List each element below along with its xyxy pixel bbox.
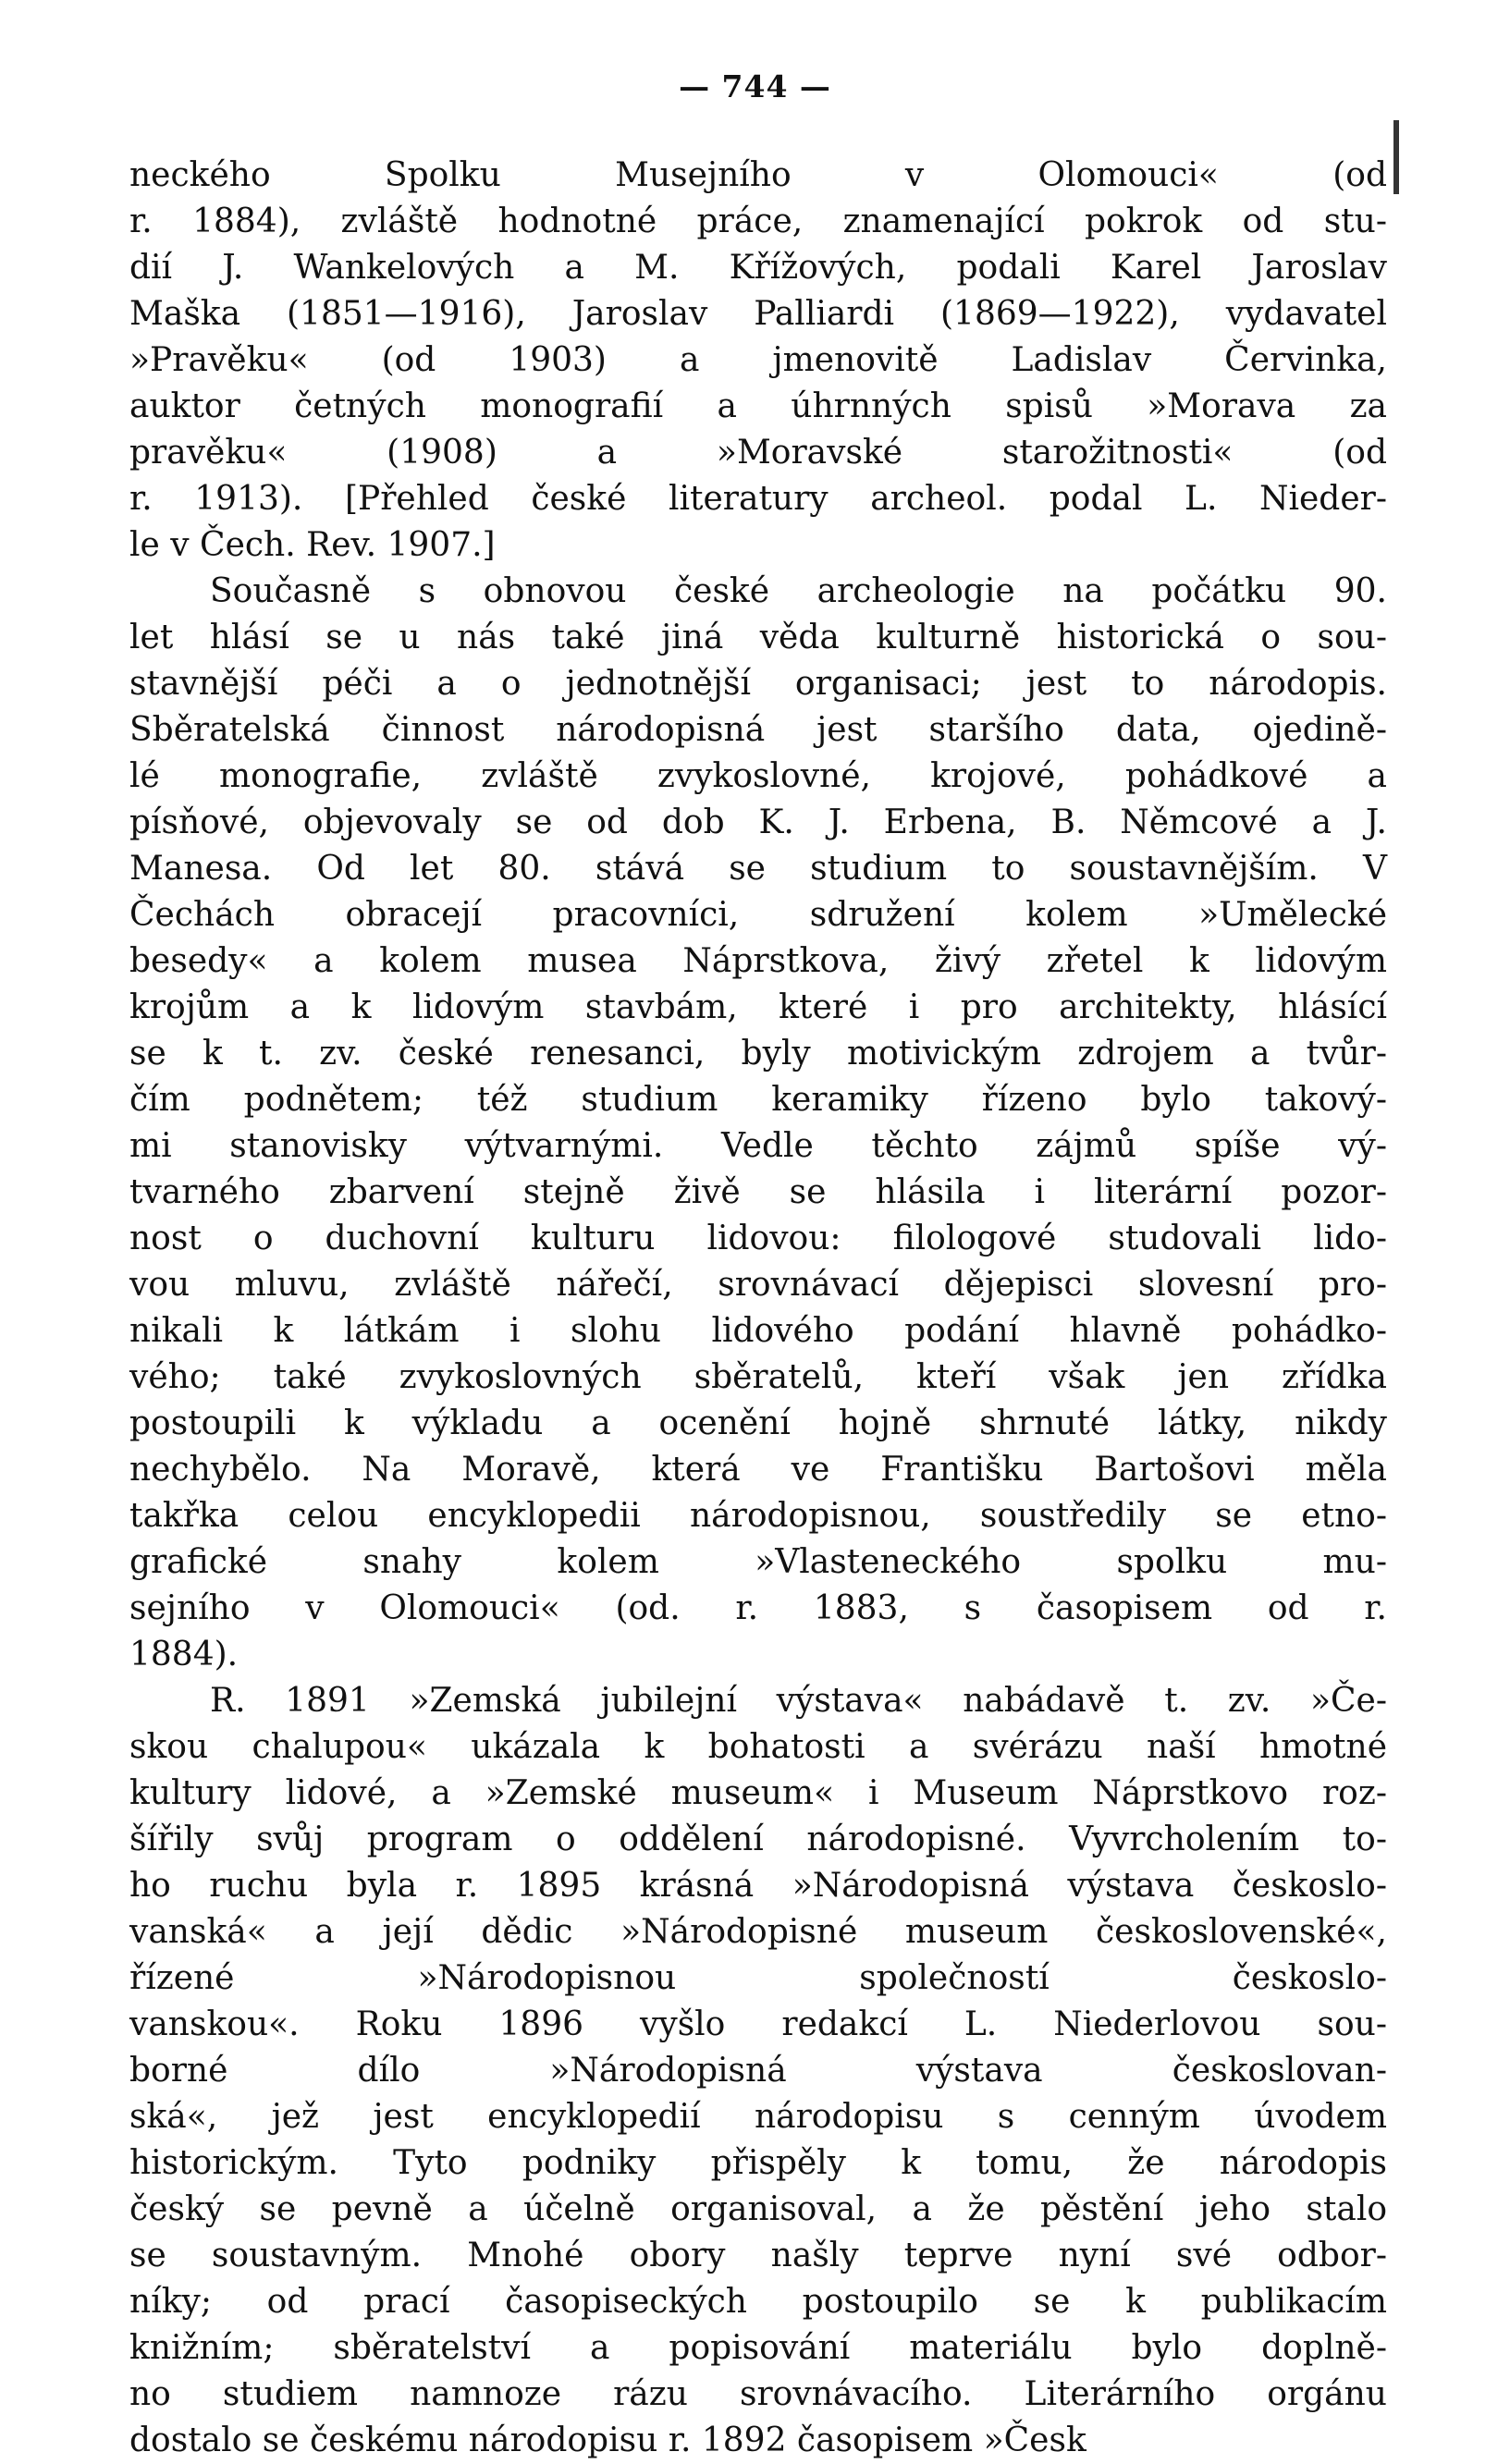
text-line: historickým. Tyto podniky přispěly k tomu, že národopis: [129, 2144, 1387, 2182]
text-line: nechybělo. Na Moravě, která ve Františku Bartošovi měla: [129, 1451, 1387, 1489]
text-line: r. 1913). [Přehled české literatury archeol. podal L. Nieder-: [129, 480, 1387, 518]
text-line: stavnější péči a o jednotnější organisaci; jest to národopis.: [129, 665, 1387, 703]
text-line: sejního v Olomouci« (od. r. 1883, s časopisem od r.: [129, 1589, 1387, 1627]
text-line: borné dílo »Národopisná výstava českoslovan-: [129, 2052, 1387, 2090]
text-line: Sběratelská činnost národopisná jest staršího data, ojedině-: [129, 711, 1387, 749]
text-line: »Pravěku« (od 1903) a jmenovitě Ladislav Červinka,: [129, 341, 1387, 379]
text-line: níky; od prací časopiseckých postoupilo se k publikacím: [129, 2283, 1387, 2321]
page-number: — 744 —: [679, 68, 831, 104]
text-line: vého; také zvykoslovných sběratelů, kteří však jen zřídka: [129, 1358, 1387, 1396]
text-line: r. 1884), zvláště hodnotné práce, znamenající pokrok od stu-: [129, 202, 1387, 240]
text-line: ská«, jež jest encyklopedií národopisu s cenným úvodem: [129, 2098, 1387, 2136]
text-line: skou chalupou« ukázala k bohatosti a svérázu naší hmotné: [129, 1728, 1387, 1766]
text-line: krojům a k lidovým stavbám, které i pro architekty, hlásící: [129, 988, 1387, 1026]
text-line: knižním; sběratelství a popisování materiálu bylo doplně-: [129, 2329, 1387, 2367]
text-line: besedy« a kolem musea Náprstkova, živý zřetel k lidovým: [129, 942, 1387, 980]
text-line: 1884).: [129, 1636, 239, 1673]
text-line: vou mluvu, zvláště nářečí, srovnávací dějepisci slovesní pro-: [129, 1266, 1387, 1304]
text-line: ho ruchu byla r. 1895 krásná »Národopisná výstava českoslo-: [129, 1867, 1387, 1905]
text-line: let hlásí se u nás také jiná věda kulturně historická o sou-: [129, 619, 1387, 656]
text-line: vanskou«. Roku 1896 vyšlo redakcí L. Niederlovou sou-: [129, 2005, 1387, 2043]
text-line: nost o duchovní kulturu lidovou: filologové studovali lido-: [129, 1220, 1387, 1257]
text-line: Současně s obnovou české archeologie na počátku 90.: [210, 572, 1387, 610]
text-line: řízené »Národopisnou společností českoslo-: [129, 1959, 1387, 1997]
text-line: lé monografie, zvláště zvykoslovné, krojové, pohádkové a: [129, 757, 1387, 795]
text-line: Maška (1851—1916), Jaroslav Palliardi (1869—1922), vydavatel: [129, 295, 1387, 333]
text-line: neckého Spolku Musejního v Olomouci« (od: [129, 156, 1387, 194]
text-line: dostalo se českému národopisu r. 1892 časopisem »Česk: [129, 2421, 1086, 2459]
text-line: auktor četných monografií a úhrnných spisů »Morava za: [129, 387, 1387, 425]
text-line: takřka celou encyklopedii národopisnou, soustředily se etno-: [129, 1497, 1387, 1535]
body-text: [129, 153, 1387, 2464]
text-line: vanská« a její dědic »Národopisné museum československé«,: [129, 1913, 1387, 1951]
text-line: Čechách obracejí pracovníci, sdružení kolem »Umělecké: [129, 896, 1387, 934]
text-line: se k t. zv. české renesanci, byly motivickým zdrojem a tvůr-: [129, 1035, 1387, 1073]
text-line: mi stanovisky výtvarnými. Vedle těchto zájmů spíše vý-: [129, 1127, 1387, 1165]
text-line: písňové, objevovaly se od dob K. J. Erbena, B. Němcové a J.: [129, 803, 1387, 841]
text-line: le v Čech. Rev. 1907.]: [129, 526, 496, 564]
text-line: český se pevně a účelně organisoval, a že pěstění jeho stalo: [129, 2190, 1387, 2228]
text-line: pravěku« (1908) a »Moravské starožitnosti« (od: [129, 434, 1387, 472]
text-line: dií J. Wankelových a M. Křížových, podali Karel Jaroslav: [129, 249, 1387, 287]
text-line: šířily svůj program o oddělení národopisné. Vyvrcholením to-: [129, 1820, 1387, 1858]
text-line: se soustavným. Mnohé obory našly teprve nyní své odbor-: [129, 2237, 1387, 2274]
page-edge-shadow: [1393, 120, 1399, 194]
text-line: Manesa. Od let 80. stává se studium to soustavnějším. V: [129, 850, 1387, 888]
text-line: kultury lidové, a »Zemské museum« i Museum Náprstkovo roz-: [129, 1774, 1387, 1812]
text-line: no studiem namnoze rázu srovnávacího. Literárního orgánu: [129, 2375, 1387, 2413]
text-line: tvarného zbarvení stejně živě se hlásila i literární pozor-: [129, 1173, 1387, 1211]
text-line: nikali k látkám i slohu lidového podání hlavně pohádko-: [129, 1312, 1387, 1350]
text-line: grafické snahy kolem »Vlasteneckého spolku mu-: [129, 1543, 1387, 1581]
text-line: postoupili k výkladu a ocenění hojně shrnuté látky, nikdy: [129, 1404, 1387, 1442]
text-line: R. 1891 »Zemská jubilejní výstava« nabádavě t. zv. »Če-: [210, 1682, 1387, 1720]
text-line: čím podnětem; též studium keramiky řízeno bylo takový-: [129, 1081, 1387, 1119]
